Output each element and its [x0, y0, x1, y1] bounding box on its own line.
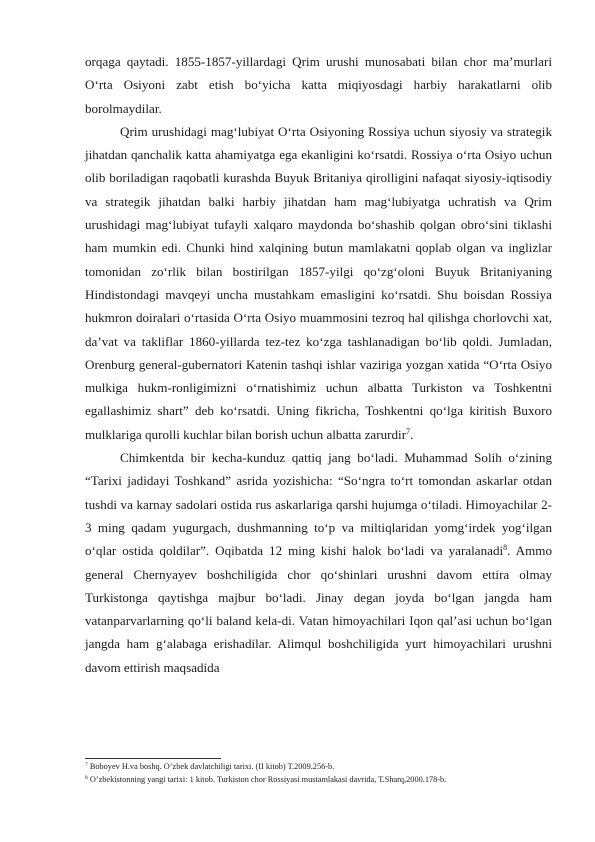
paragraph-text: orqaga qaytadi. 1855-1857-yillardagi Qrim urushi munosabati bilan chor ma’murlari O‘rta Osiyoni zabt etish bo‘yicha katta miqiyosdagi harbiy harakatlarni olib borolmaydilar. — [85, 54, 552, 116]
footnote-number: 8 — [85, 774, 88, 781]
footnotes — [85, 761, 552, 786]
footnote-text: Boboyev H.va boshq. O’zbek davlatchiligi tarixi. (II kitob) T.2009.256-b. — [89, 762, 335, 771]
footnote-separator — [85, 758, 221, 759]
paragraph-text: Qrim urushidagi mag‘lubiyat O‘rta Osiyoning Rossiya uchun siyosiy va strategik jihatdan qanchalik katta ahamiyatga ega ekanligini ko‘rsatdi. Rossiya o‘rta Osiyo uchun olib boriladigan raqobatli kurashda Buyuk Britaniya qirolligini nafaqat siyosiy-iqtisodiy va strategik jihatdan balki harbiy jihatdan ham mag‘lubiyatga uchratish va Qrim urushidagi mag‘lubiyat tufayli xalqaro maydonda bo‘shashib qolgan obro‘sini tiklashi ham mumkin edi. Chunki hind xalqining butun mamlakatni qoplab olgan va inglizlar tomonidan zo‘rlik bilan bostirilgan 1857-yilgi qo‘zg‘oloni Buyuk Britaniyaning Hindistondagi mavqeyi uncha mustahkam emasligini ko‘rsatdi. Shu boisdan Rossiya hukmron doiralari o‘rtasida O‘rta Osiyo muammosini tezroq hal qilishga chorlovchi xat, da’vat va takliflar 1860-yillarda tez-tez ko‘zga tashlanadigan bo‘lib qoldi. Jumladan, Orenburg general-gubernatori Katenin tashqi ishlar vaziriga yozgan xatida “O‘rta Osiyo mulkiga hukm-ronligimizni o‘rnatishimiz uchun albatta Turkiston va Toshkentni egallashimiz shart” deb ko‘rsatdi. Uning fikricha, Toshkentni qo‘lga kiritish Buxoro mulklariga qurolli kuchlar bilan borish uchun albatta zarurdir — [85, 123, 552, 442]
paragraph-tail: . — [410, 426, 414, 442]
body-text — [85, 50, 552, 679]
paragraph-tail: . Ammo general Chernyayev boshchiligida chor qo‘shinlari urushni davom ettira olmay Turkistonga qaytishga majbur bo‘ladi. Jinay degan joyda bo‘lgan jangda ham vatanparvarlarning qo‘li baland kela-di. Vatan himoyachilari Iqon qal’asi uchun bo‘lgan jangda ham g‘alabaga erishadilar. Alimqul boshchiligida yurt himoyachilari urushni davom ettirish maqsadida — [85, 543, 552, 675]
paragraph-text: Chimkentda bir kecha-kunduz qattiq jang bo‘ladi. Muhammad Solih o‘zining “Tarixi jadidayi Toshkand” asrida yozishicha: “So‘ngra to‘rt tomondan askarlar otdan tushdi va karnay sadolari ostida rus askarlariga qarshi hujumga o‘tiladi. Himoyachilar 2-3 ming qadam yugurgach, dushmanning to‘p va miltiqlaridan yomg‘irdek yog‘ilgan o‘qlar ostida qoldilar”. Oqibatda 12 ming kishi halok bo‘ladi va yaralanadi — [85, 450, 552, 559]
paragraph-1 — [85, 50, 552, 120]
footnote-8 — [85, 774, 552, 787]
footnote-text: O’zbekistonning yangi tarixi: 1 kitob. Turkiston chor Rossiyasi mustamlakasi davrida, T.Sharq,2000.178-b. — [89, 774, 447, 784]
footnote-7 — [85, 761, 552, 774]
footnote-ref-8[interactable]: 8 — [503, 543, 508, 553]
paragraph-3 — [85, 446, 552, 679]
footnote-number: 7 — [85, 762, 88, 768]
footnote-ref-7[interactable]: 7 — [406, 426, 411, 436]
paragraph-2 — [85, 120, 552, 446]
